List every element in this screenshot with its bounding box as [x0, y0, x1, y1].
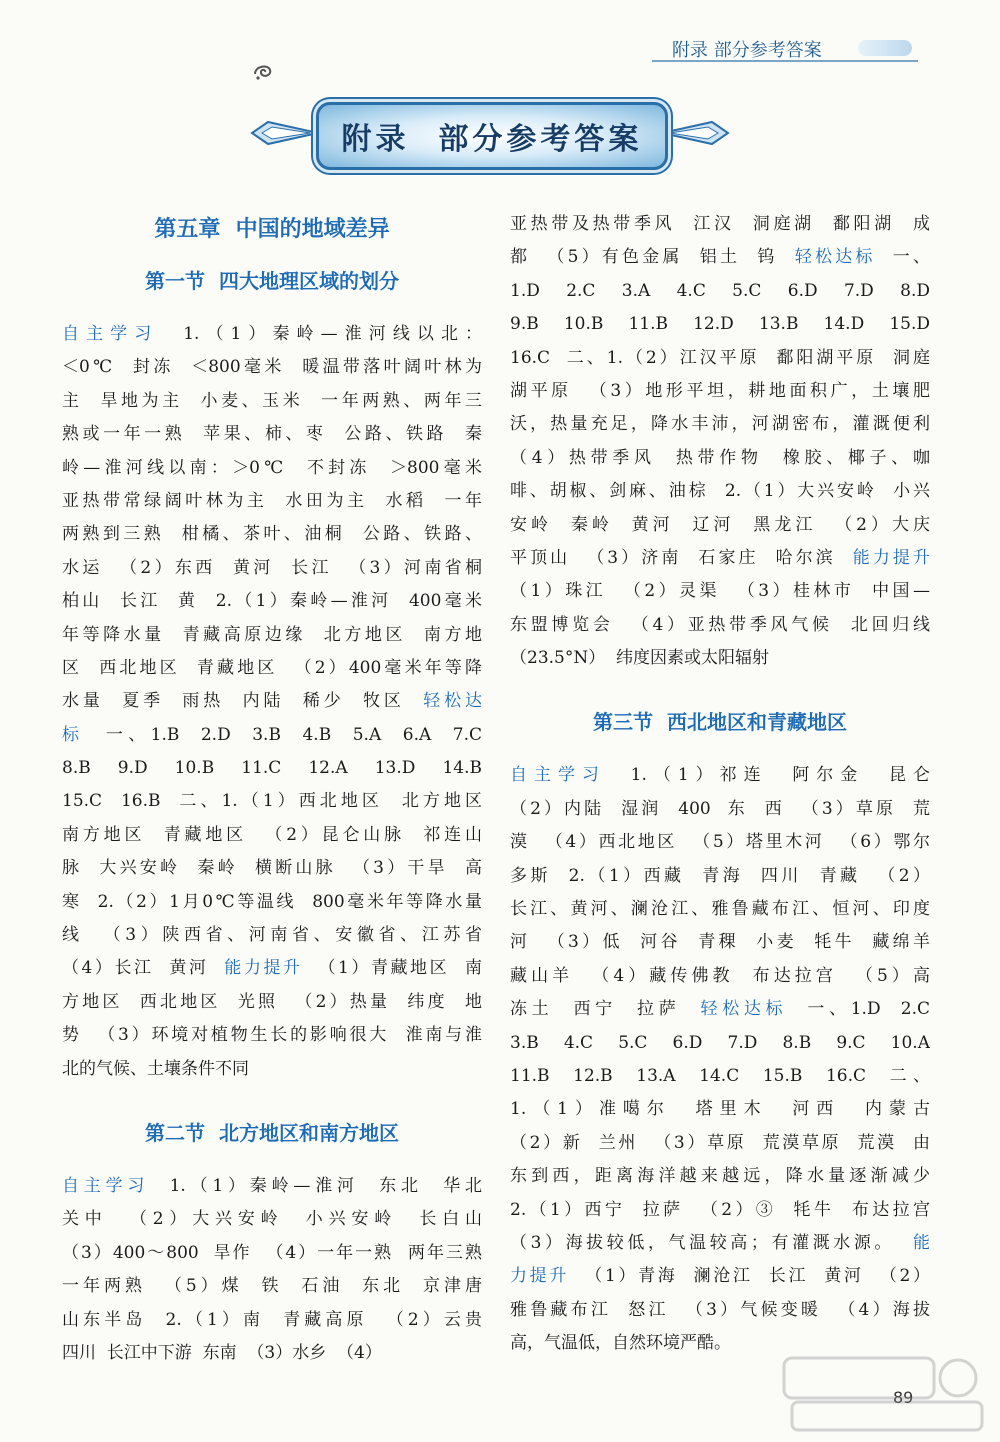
answer-line: 方地区 西北地区 光照 （2）热量 纬度 地: [62, 991, 482, 1012]
answer-keyword: 标: [62, 724, 85, 745]
answer-line: 区 西北地区 青藏地区 （2）400毫米年等降: [62, 657, 482, 678]
answer-line: 势 （3）环境对植物生长的影响很大 淮南与淮: [62, 1025, 482, 1046]
answer-line: 2.（1）西宁 拉萨 （2）③ 牦牛 布达拉宫: [510, 1199, 930, 1220]
answer-line: 雅鲁藏布江 怒江 （3）气候变暖 （4）海拔: [510, 1299, 930, 1320]
answer-line: 11.B 12.B 13.A 14.C 15.B 16.C 二、: [510, 1065, 930, 1086]
answer-line: 四川 长江中下游 东南 （3）水乡 （4）: [62, 1342, 382, 1363]
answer-line: 冻土 西宁 拉萨 轻松达标 一、1.D 2.C: [510, 999, 930, 1020]
header-rule: [652, 60, 918, 62]
answer-line: （4）热带季风 热带作物 橡胶、椰子、咖: [510, 447, 930, 468]
answer-line: 沃，热量充足，降水丰沛，河湖密布，灌溉便利: [510, 414, 930, 435]
answer-line: 9.B 10.B 11.B 12.D 13.B 14.D 15.D: [510, 314, 930, 335]
answer-line: 东到西，距离海洋越来越远，降水量逐渐减少: [510, 1166, 930, 1187]
answer-line: 线 （3）陕西省、河南省、安徽省、江苏省: [62, 925, 482, 946]
answer-line: 1.（1）准噶尔 塔里木 河西 内蒙古: [510, 1099, 930, 1120]
running-header: 附录 部分参考答案: [672, 40, 822, 61]
banner-title: 附录 部分参考答案: [341, 122, 643, 157]
answer-line: ＜0℃ 封冻 ＜800毫米 暖温带落叶阔叶林为: [62, 357, 482, 378]
answer-line: 力提升 （1）青海 澜沧江 长江 黄河 （2）: [510, 1266, 930, 1287]
section-title-3: 第三节 西北地区和青藏地区: [593, 710, 847, 735]
chapter-title: 第五章 中国的地域差异: [154, 217, 390, 242]
answer-line: 脉 大兴安岭 秦岭 横断山脉 （3）干旱 高: [62, 858, 482, 879]
answer-line: 都 （5）有色金属 铝土 钨 轻松达标 一、: [510, 247, 930, 268]
answer-line: 寒 2.（2）1月0℃等温线 800毫米年等降水量: [62, 891, 482, 912]
answer-line: 3.B 4.C 5.C 6.D 7.D 8.B 9.C 10.A: [510, 1032, 930, 1053]
answer-keyword: 能: [913, 1232, 930, 1253]
section3-answers: [510, 759, 930, 1360]
answer-keyword: 自主学习: [62, 324, 159, 344]
banner-right-wing-icon: [662, 118, 732, 148]
answer-line: 啡、胡椒、剑麻、油棕 2.（1）大兴安岭 小兴: [510, 481, 930, 502]
answer-line: 南方地区 青藏地区 （2）昆仑山脉 祁连山: [62, 824, 482, 845]
answer-line: 15.C 16.B 二、1.（1）西北地区 北方地区: [62, 791, 482, 812]
answer-line: （4）长江 黄河 能力提升 （1）青藏地区 南: [62, 958, 482, 979]
answer-keyword: 自主学习: [510, 765, 606, 786]
answer-line: 16.C 二、1.（2）江汉平原 鄱阳湖平原 洞庭: [510, 347, 930, 368]
answer-line: 东盟博览会 （4）亚热带季风气候 北回归线: [510, 614, 930, 635]
header-decoration: [858, 40, 912, 56]
answer-line: 关中 （2）大兴安岭 小兴安岭 长白山: [62, 1209, 482, 1230]
answer-line: 自主学习 1.（1）祁连 阿尔金 昆仑: [510, 765, 930, 786]
answer-line: 高，气温低，自然环境严酷。: [510, 1333, 731, 1354]
section2-answers: [62, 1170, 482, 1370]
answer-keyword: 轻松达标: [794, 247, 876, 268]
answer-line: 藏山羊 （4）藏传佛教 布达拉宫 （5）高: [510, 965, 930, 986]
answer-line: 两熟到三熟 柑橘、茶叶、油桐 公路、铁路、: [62, 524, 482, 545]
answer-line: （2）内陆 湿润 400 东 西 （3）草原 荒: [510, 798, 930, 819]
answer-keyword: 自主学习: [62, 1175, 150, 1196]
answer-line: 熟或一年一熟 苹果、柿、枣 公路、铁路 秦: [62, 424, 482, 445]
answer-line: 湖平原 （3）地形平坦，耕地面积广，土壤肥: [510, 380, 930, 401]
section-title-1: 第一节 四大地理区域的划分: [145, 269, 399, 293]
right-column: [510, 208, 930, 1361]
answer-line: 主 旱地为主 小麦、玉米 一年两熟、两年三: [62, 390, 482, 411]
answer-keyword: 能力提升: [852, 547, 930, 568]
answer-line: 水运 （2）东西 黄河 长江 （3）河南省桐: [62, 557, 482, 578]
answer-line: 平顶山 （3）济南 石家庄 哈尔滨 能力提升: [510, 547, 930, 568]
title-banner: [316, 102, 668, 170]
answer-line: 一年两熟 （5）煤 铁 石油 东北 京津唐: [62, 1276, 482, 1297]
answer-line: （3）海拔较低，气温较高；有灌溉水源。 能: [510, 1232, 930, 1253]
answer-line: 1.D 2.C 3.A 4.C 5.C 6.D 7.D 8.D: [510, 280, 930, 301]
answer-line: 多斯 2.（1）西藏 青海 四川 青藏 （2）: [510, 865, 930, 886]
answer-line: 山东半岛 2.（1）南 青藏高原 （2）云贵: [62, 1309, 482, 1330]
section2-answers-continued: [510, 208, 930, 675]
banner-left-wing-icon: [248, 118, 318, 148]
answer-line: 年等降水量 青藏高原边缘 北方地区 南方地: [62, 624, 482, 645]
answer-line: 自主学习 1.（1）秦岭—淮河 东北 华北: [62, 1175, 482, 1196]
answer-line: 亚热带及热带季风 江汉 洞庭湖 鄱阳湖 成: [510, 214, 930, 234]
answer-line: 标 一、1.B 2.D 3.B 4.B 5.A 6.A 7.C: [62, 724, 482, 745]
answer-line: （1）珠江 （2）灵渠 （3）桂林市 中国—: [510, 581, 930, 602]
swirl-ornament-icon: [250, 58, 276, 84]
answer-line: 岭—淮河线以南：＞0℃ 不封冻 ＞800毫米: [62, 457, 482, 478]
page-number: 89: [893, 1388, 914, 1407]
answer-line: 长江、黄河、澜沧江、雅鲁藏布江、恒河、印度: [510, 899, 930, 920]
answer-line: 8.B 9.D 10.B 11.C 12.A 13.D 14.B: [62, 758, 482, 779]
answer-line: 亚热带常绿阔叶林为主 水田为主 水稻 一年: [62, 490, 482, 511]
section1-answers: [62, 318, 482, 1086]
section-title-2: 第二节 北方地区和南方地区: [145, 1120, 399, 1145]
answer-line: 水量 夏季 雨热 内陆 稀少 牧区 轻松达: [62, 691, 482, 712]
answer-line: （3）400～800 旱作 （4）一年一熟 两年三熟: [62, 1242, 482, 1263]
answer-line: 柏山 长江 黄 2.（1）秦岭—淮河 400毫米: [62, 591, 482, 612]
answer-line: （23.5°N） 纬度因素或太阳辐射: [510, 648, 770, 669]
answer-keyword: 力提升: [510, 1266, 570, 1287]
answer-line: 安岭 秦岭 黄河 辽河 黑龙江 （2）大庆: [510, 514, 930, 535]
watermark-logo-icon: [780, 1352, 990, 1436]
left-column: [62, 210, 482, 1370]
answer-line: 漠 （4）西北地区 （5）塔里木河 （6）鄂尔: [510, 832, 930, 853]
answer-line: 河 （3）低 河谷 青稞 小麦 牦牛 藏绵羊: [510, 932, 930, 953]
answer-keyword: 轻松达: [423, 691, 482, 712]
answer-keyword: 能力提升: [224, 958, 303, 979]
answer-line: 自主学习 1.（1）秦岭—淮河线以北：: [62, 324, 482, 344]
answer-line: （2）新 兰州 （3）草原 荒漠草原 荒漠 由: [510, 1132, 930, 1153]
answer-line: 北的气候、土壤条件不同: [62, 1058, 249, 1079]
answer-keyword: 轻松达标: [700, 999, 788, 1020]
